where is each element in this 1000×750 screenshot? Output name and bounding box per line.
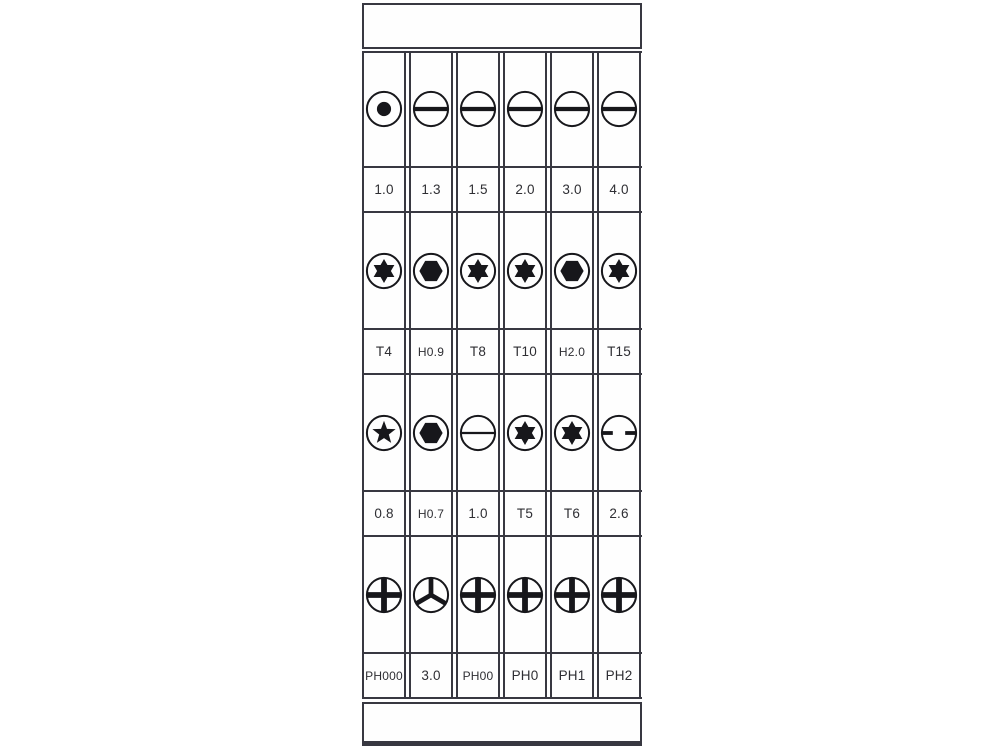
- bit-label-cell: [552, 166, 592, 213]
- bit-label-cell: [505, 490, 545, 537]
- bit-column: [456, 51, 500, 699]
- bit-icon-cell: [599, 537, 639, 652]
- bit-label-cell: [364, 328, 404, 375]
- hex-bit-icon: [552, 251, 592, 291]
- panel-header: [362, 3, 642, 49]
- bit-size-label: 1.3: [421, 182, 441, 197]
- slotted-bit-icon: [599, 89, 639, 129]
- bit-icon-cell: [552, 537, 592, 652]
- bit-size-label: 1.5: [468, 182, 488, 197]
- grid-divider-line: [362, 373, 642, 375]
- bit-label-cell: [411, 328, 451, 375]
- bit-size-label: 2.6: [609, 506, 629, 521]
- bit-label-cell: [552, 328, 592, 375]
- bit-label-cell: [411, 652, 451, 699]
- bit-column: [597, 51, 641, 699]
- slotted-broken-bit-icon: [599, 413, 639, 453]
- hex-bit-icon: [411, 251, 451, 291]
- bit-label-cell: [505, 652, 545, 699]
- torx-bit-icon: [552, 413, 592, 453]
- bit-size-label: PH000: [365, 668, 403, 683]
- bit-icon-cell: [411, 537, 451, 652]
- bit-icon-cell: [599, 375, 639, 490]
- bit-column: [550, 51, 594, 699]
- grid-divider-line: [362, 328, 642, 330]
- bit-label-cell: [552, 490, 592, 537]
- triwing-bit-icon: [411, 575, 451, 615]
- phillips-bit-icon: [599, 575, 639, 615]
- grid-divider-line: [362, 652, 642, 654]
- torx-bit-icon: [364, 251, 404, 291]
- bit-size-label: PH1: [558, 668, 586, 683]
- star-bit-icon: [364, 413, 404, 453]
- bit-size-label: T8: [469, 344, 487, 359]
- bit-label-cell: [599, 328, 639, 375]
- bit-icon-cell: [411, 51, 451, 166]
- slotted-bit-icon: [505, 89, 545, 129]
- bit-icon-cell: [599, 51, 639, 166]
- bit-label-cell: [552, 652, 592, 699]
- grid-divider-line: [362, 535, 642, 537]
- bit-icon-cell: [552, 375, 592, 490]
- slotted-bit-icon: [552, 89, 592, 129]
- bit-icon-cell: [364, 375, 404, 490]
- bit-label-cell: [458, 652, 498, 699]
- bit-icon-cell: [505, 537, 545, 652]
- bit-icon-cell: [411, 213, 451, 328]
- grid-divider-line: [362, 697, 642, 699]
- bit-icon-cell: [458, 51, 498, 166]
- bit-label-cell: [364, 166, 404, 213]
- slotted-bit-icon: [458, 89, 498, 129]
- phillips-bit-icon: [552, 575, 592, 615]
- bit-label-cell: [599, 490, 639, 537]
- phillips-bit-icon: [364, 575, 404, 615]
- slotted-dot-bit-icon: [364, 89, 404, 129]
- bit-column: [409, 51, 453, 699]
- bit-label-cell: [411, 166, 451, 213]
- torx-bit-icon: [505, 251, 545, 291]
- bit-icon-cell: [364, 537, 404, 652]
- bit-icon-cell: [552, 51, 592, 166]
- bit-size-label: 3.0: [421, 668, 441, 683]
- bit-size-label: H0.9: [417, 344, 445, 359]
- bit-size-label: H0.7: [417, 506, 445, 521]
- torx-bit-icon: [599, 251, 639, 291]
- torx-bit-icon: [505, 413, 545, 453]
- hex-bit-icon: [411, 413, 451, 453]
- bit-icon-cell: [458, 537, 498, 652]
- bit-size-label: PH0: [511, 668, 539, 683]
- bit-column: [362, 51, 406, 699]
- bit-label-cell: [411, 490, 451, 537]
- bit-label-cell: [599, 166, 639, 213]
- bit-icon-cell: [364, 213, 404, 328]
- grid-divider-line: [362, 166, 642, 168]
- bit-label-cell: [505, 166, 545, 213]
- bit-column: [503, 51, 547, 699]
- bit-size-label: T6: [563, 506, 581, 521]
- phillips-bit-icon: [505, 575, 545, 615]
- bit-size-label: T4: [375, 344, 393, 359]
- bit-icon-cell: [458, 375, 498, 490]
- bit-size-label: PH2: [605, 668, 633, 683]
- bit-label-cell: [364, 490, 404, 537]
- bit-size-label: 2.0: [515, 182, 535, 197]
- panel-footer: [362, 702, 642, 746]
- bit-size-label: T15: [607, 344, 631, 359]
- bit-label-cell: [364, 652, 404, 699]
- bit-size-label: T5: [516, 506, 534, 521]
- phillips-bit-icon: [458, 575, 498, 615]
- grid-divider-line: [362, 51, 642, 53]
- bit-label-cell: [458, 166, 498, 213]
- slotted-thin-bit-icon: [458, 413, 498, 453]
- bit-size-label: 0.8: [374, 506, 394, 521]
- bit-size-label: 1.0: [468, 506, 488, 521]
- bit-icon-cell: [411, 375, 451, 490]
- bit-icon-cell: [364, 51, 404, 166]
- torx-bit-icon: [458, 251, 498, 291]
- bit-label-cell: [458, 328, 498, 375]
- bit-size-label: H2.0: [558, 344, 586, 359]
- slotted-bit-icon: [411, 89, 451, 129]
- bit-label-cell: [458, 490, 498, 537]
- bit-label-cell: [505, 328, 545, 375]
- bit-grid: [362, 51, 642, 699]
- bit-icon-cell: [458, 213, 498, 328]
- bit-size-label: 3.0: [562, 182, 582, 197]
- bit-icon-cell: [599, 213, 639, 328]
- bit-size-label: 1.0: [374, 182, 394, 197]
- bit-icon-cell: [505, 51, 545, 166]
- bit-icon-cell: [505, 213, 545, 328]
- bit-icon-cell: [505, 375, 545, 490]
- bit-size-label: 4.0: [609, 182, 629, 197]
- grid-divider-line: [362, 490, 642, 492]
- bit-icon-cell: [552, 213, 592, 328]
- bit-size-label: T10: [513, 344, 537, 359]
- grid-divider-line: [362, 211, 642, 213]
- bit-set-panel: [362, 3, 642, 746]
- bit-label-cell: [599, 652, 639, 699]
- bit-size-label: PH00: [462, 668, 494, 683]
